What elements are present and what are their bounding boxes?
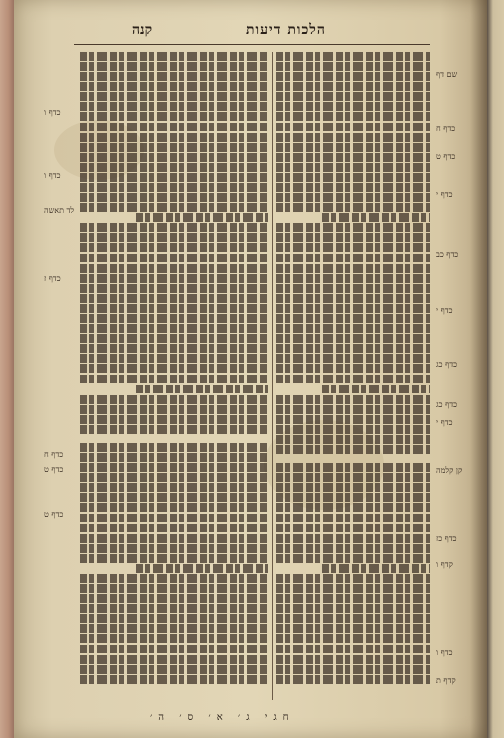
text-line <box>80 264 268 273</box>
text-line <box>276 415 430 424</box>
text-line <box>80 425 268 434</box>
margin-note: כדף כג <box>436 360 457 369</box>
text-line <box>276 304 430 313</box>
text-line <box>80 463 268 472</box>
margin-note: כדף ט <box>44 465 64 474</box>
text-line <box>80 415 268 424</box>
margin-note: כדף י <box>436 190 453 199</box>
text-line <box>80 133 268 142</box>
binding-shadow <box>470 0 487 738</box>
text-line <box>276 524 430 533</box>
text-line <box>80 102 268 111</box>
margin-note: כדף ח <box>436 124 456 133</box>
text-line <box>80 524 268 533</box>
text-line <box>80 405 268 414</box>
text-line <box>80 453 268 462</box>
text-line <box>276 183 430 192</box>
margin-note: שם דף <box>436 70 458 79</box>
text-line <box>80 173 268 182</box>
text-line <box>276 274 430 283</box>
text-line <box>80 163 268 172</box>
text-line <box>80 544 268 553</box>
text-line <box>80 665 268 674</box>
text-line <box>276 163 430 172</box>
text-line <box>276 435 430 444</box>
text-line <box>80 153 268 162</box>
margin-note: כדף ט <box>436 152 456 161</box>
text-line <box>276 375 430 384</box>
text-line <box>276 112 430 121</box>
text-line <box>276 584 430 593</box>
margin-note: כדף ט <box>44 510 64 519</box>
text-line <box>276 425 430 434</box>
text-line <box>276 314 430 323</box>
text-line <box>80 123 268 132</box>
text-line <box>276 294 430 303</box>
text-line <box>276 284 430 293</box>
text-line <box>80 584 268 593</box>
text-line <box>80 72 268 81</box>
margin-note: כדף כג <box>436 400 457 409</box>
text-line <box>80 223 268 232</box>
text-line <box>80 112 268 121</box>
text-line <box>80 82 268 91</box>
text-line <box>80 304 268 313</box>
margin-note: כדף י <box>436 418 453 427</box>
page-fore-edge <box>0 0 14 738</box>
text-line <box>80 624 268 633</box>
text-line <box>276 634 430 643</box>
text-line <box>80 354 268 363</box>
text-line <box>80 614 268 623</box>
margin-note: כדף ח <box>44 450 64 459</box>
text-line <box>276 143 430 152</box>
text-line <box>276 324 430 333</box>
text-line <box>276 153 430 162</box>
text-line <box>80 92 268 101</box>
text-line <box>276 493 430 502</box>
text-line <box>80 375 268 384</box>
text-line <box>80 274 268 283</box>
text-line <box>80 193 268 202</box>
text-line <box>276 655 430 664</box>
running-header <box>74 18 430 42</box>
running-title: הלכות דיעות <box>246 22 326 38</box>
page-number: קנה <box>132 22 153 38</box>
text-line <box>276 102 430 111</box>
text-line <box>276 334 430 343</box>
text-line <box>80 395 268 404</box>
text-line <box>80 604 268 613</box>
text-line <box>80 655 268 664</box>
text-line <box>276 203 430 212</box>
text-line <box>80 554 268 563</box>
text-line <box>80 62 268 71</box>
text-line <box>80 594 268 603</box>
text-line <box>322 385 430 394</box>
paragraph-gap <box>276 455 430 463</box>
text-line <box>80 503 268 512</box>
header-rule <box>74 44 430 45</box>
text-line <box>276 133 430 142</box>
text-line <box>276 264 430 273</box>
text-line <box>80 254 268 263</box>
text-line <box>276 344 430 353</box>
text-line <box>80 534 268 543</box>
margin-note: כדף י <box>436 306 453 315</box>
text-line <box>80 183 268 192</box>
text-line <box>276 574 430 583</box>
text-line <box>322 213 430 222</box>
text-line <box>80 324 268 333</box>
text-line <box>276 223 430 232</box>
margin-note: לד תאשה <box>44 206 75 215</box>
text-line <box>80 443 268 452</box>
text-line <box>276 514 430 523</box>
text-line <box>276 233 430 242</box>
text-line <box>80 294 268 303</box>
margin-note: כדף ו <box>436 648 453 657</box>
text-line <box>276 52 430 61</box>
printer-signature: חגי ג׳ א׳ ס׳ ה׳ <box>150 712 295 723</box>
text-line <box>80 493 268 502</box>
text-line <box>80 364 268 373</box>
text-line <box>276 123 430 132</box>
margin-note: כדף ז <box>44 274 61 283</box>
text-line <box>276 82 430 91</box>
margin-note: קדף ת <box>436 676 456 685</box>
text-line <box>276 72 430 81</box>
text-line <box>80 243 268 252</box>
text-line <box>276 614 430 623</box>
text-line <box>80 52 268 61</box>
facing-page-edge <box>487 0 504 738</box>
margin-note: כדף ו <box>44 171 61 180</box>
text-line <box>276 445 430 454</box>
text-line <box>136 385 268 394</box>
text-line <box>80 314 268 323</box>
text-line <box>80 334 268 343</box>
text-line <box>276 92 430 101</box>
text-line <box>276 483 430 492</box>
text-line <box>276 395 430 404</box>
text-line <box>276 645 430 654</box>
main-text-column <box>80 52 268 706</box>
text-line <box>80 284 268 293</box>
text-line <box>80 203 268 212</box>
commentary-text-column <box>276 52 430 706</box>
text-line <box>276 503 430 512</box>
text-line <box>276 354 430 363</box>
text-line <box>80 473 268 482</box>
text-line <box>276 173 430 182</box>
margin-note: כדף כז <box>436 534 457 543</box>
text-line <box>276 463 430 472</box>
margin-note: כדף ו <box>44 108 61 117</box>
text-line <box>80 675 268 684</box>
text-line <box>276 364 430 373</box>
text-line <box>136 213 268 222</box>
text-line <box>80 483 268 492</box>
margin-note: קדף ו <box>436 560 453 569</box>
text-line <box>276 604 430 613</box>
text-line <box>80 143 268 152</box>
text-line <box>276 62 430 71</box>
text-line <box>276 554 430 563</box>
margin-note: כדף כב <box>436 250 459 259</box>
margin-note: קן קלמה <box>436 466 463 475</box>
text-line <box>276 675 430 684</box>
text-line <box>276 254 430 263</box>
text-line <box>80 233 268 242</box>
text-line <box>322 564 430 573</box>
text-line <box>276 665 430 674</box>
text-line <box>276 624 430 633</box>
text-line <box>276 243 430 252</box>
text-line <box>276 534 430 543</box>
text-line <box>276 544 430 553</box>
text-line <box>80 634 268 643</box>
text-line <box>276 193 430 202</box>
text-line <box>136 564 268 573</box>
text-line <box>80 645 268 654</box>
text-line <box>276 405 430 414</box>
text-line <box>276 473 430 482</box>
text-line <box>276 594 430 603</box>
text-line <box>80 574 268 583</box>
paragraph-gap <box>80 435 268 443</box>
column-divider <box>272 52 273 700</box>
text-line <box>80 514 268 523</box>
text-line <box>80 344 268 353</box>
